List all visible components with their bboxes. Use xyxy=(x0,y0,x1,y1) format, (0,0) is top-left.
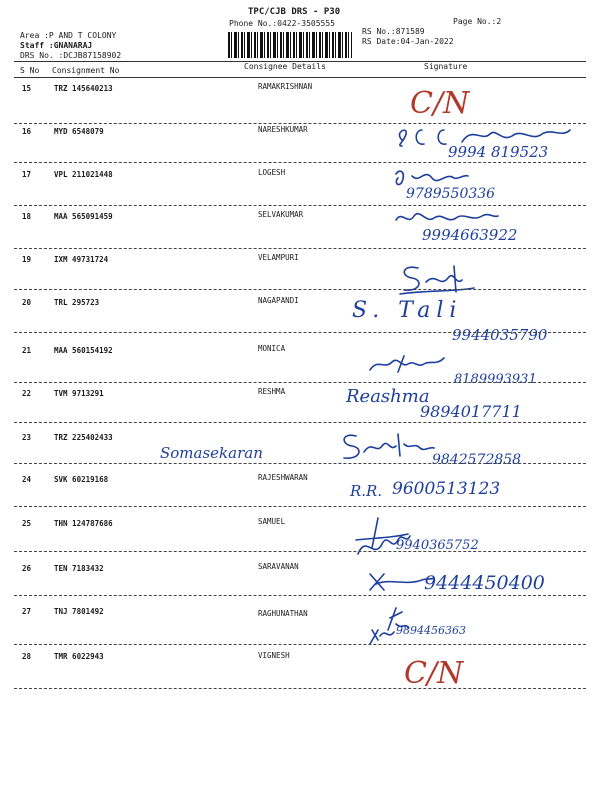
row-consignee: NAGAPANDI xyxy=(258,296,299,305)
signature-scribble xyxy=(396,262,476,298)
row-divider xyxy=(14,506,586,507)
row-consignment: MAA 565091459 xyxy=(54,212,113,221)
row-consignee: LOGESH xyxy=(258,168,286,177)
row-divider xyxy=(14,248,586,249)
phone-handwritten: 9894456363 xyxy=(396,624,466,637)
col-signature: Signature xyxy=(424,62,468,71)
row-consignment: SVK 60219168 xyxy=(54,475,109,484)
row-consignee: RESHMA xyxy=(258,387,286,396)
row-consignee: SAMUEL xyxy=(258,517,286,526)
cn-note: C/N xyxy=(404,656,464,691)
row-sno: 25 xyxy=(22,519,32,528)
row-divider xyxy=(14,162,586,163)
barcode-image xyxy=(228,32,352,58)
rs-number: RS No.:871589 xyxy=(362,27,425,36)
signature-scribble xyxy=(392,164,472,188)
row-divider xyxy=(14,644,586,645)
phone-handwritten: 9994 819523 xyxy=(448,143,549,161)
staff-label: Staff :GNANARAJ xyxy=(20,41,93,50)
row-divider xyxy=(14,332,586,333)
signature-scribble xyxy=(338,430,438,462)
row-sno: 17 xyxy=(22,170,32,179)
row-sno: 22 xyxy=(22,389,32,398)
row-consignment: TEN 7183432 xyxy=(54,564,104,573)
phone-handwritten: 8189993931 xyxy=(454,372,537,387)
row-consignee: SELVAKUMAR xyxy=(258,210,304,219)
phone-handwritten: 9789550336 xyxy=(406,186,496,202)
drs-title: TPC/CJB DRS - P30 xyxy=(248,7,341,17)
row-consignee: NARESHKUMAR xyxy=(258,125,308,134)
phone-handwritten: 9944035790 xyxy=(452,326,548,344)
signature-text: Reashma xyxy=(346,386,430,407)
row-sno: 26 xyxy=(22,564,32,573)
signature-scribble xyxy=(392,206,502,228)
row-consignment: TRZ 145640213 xyxy=(54,84,113,93)
row-divider xyxy=(14,422,586,423)
phone-handwritten: 9940365752 xyxy=(396,538,479,553)
row-consignment: MAA 560154192 xyxy=(54,346,113,355)
row-sno: 24 xyxy=(22,475,32,484)
rs-date: RS Date:04-Jan-2022 xyxy=(362,37,454,46)
row-consignment: THN 124787686 xyxy=(54,519,113,528)
row-consignment: TMR 6022943 xyxy=(54,652,104,661)
row-consignee: RAGHUNATHAN xyxy=(258,609,308,618)
cn-note: C/N xyxy=(410,86,470,121)
col-sno: S No xyxy=(20,66,40,75)
row-sno: 18 xyxy=(22,212,32,221)
row-consignee: VELAMPURI xyxy=(258,253,299,262)
row-consignee: VIGNESH xyxy=(258,651,290,660)
row-sno: 20 xyxy=(22,298,32,307)
row-divider xyxy=(14,595,586,596)
row-divider xyxy=(14,551,586,552)
phone-number: Phone No.:0422-3505555 xyxy=(229,19,335,28)
row-divider xyxy=(14,289,586,290)
row-sno: 16 xyxy=(22,127,32,136)
row-consignment: MYD 6548079 xyxy=(54,127,104,136)
phone-handwritten: 9894017711 xyxy=(420,402,522,421)
columns-divider xyxy=(14,77,586,78)
row-consignment: TVM 9713291 xyxy=(54,389,104,398)
row-sno: 19 xyxy=(22,255,32,264)
phone-handwritten: 9444450400 xyxy=(424,572,545,594)
row-consignment: IXM 49731724 xyxy=(54,255,109,264)
phone-handwritten: 9600513123 xyxy=(392,479,501,499)
row-consignment: TRZ 225402433 xyxy=(54,433,113,442)
col-consignment: Consignment No xyxy=(52,66,120,75)
phone-handwritten: 9994663922 xyxy=(422,226,518,244)
row-sno: 15 xyxy=(22,84,32,93)
row-divider xyxy=(14,463,586,464)
signature-text: S. Tali xyxy=(352,298,463,323)
row-consignment: VPL 211021448 xyxy=(54,170,113,179)
signature-text: R.R. xyxy=(350,482,383,500)
page-number: Page No.:2 xyxy=(453,17,502,26)
row-consignment: TNJ 7801492 xyxy=(54,607,104,616)
row-consignee: RAJESHWARAN xyxy=(258,473,308,482)
signature-scribble xyxy=(368,352,448,376)
row-consignee: SARAVANAN xyxy=(258,562,299,571)
row-consignment: TRL 295723 xyxy=(54,298,100,307)
row-consignee: MONICA xyxy=(258,344,286,353)
row-sno: 23 xyxy=(22,433,32,442)
area-label: Area :P AND T COLONY xyxy=(20,31,117,40)
row-sno: 28 xyxy=(22,652,32,661)
row-sno: 21 xyxy=(22,346,32,355)
row-consignee: RAMAKRISHNAN xyxy=(258,82,313,91)
row-divider xyxy=(14,688,586,689)
consignee-handwritten: Somasekaran xyxy=(160,444,263,462)
col-consignee: Consignee Details xyxy=(244,62,326,71)
row-sno: 27 xyxy=(22,607,32,616)
phone-handwritten: 9842572858 xyxy=(432,452,522,468)
row-divider xyxy=(14,382,586,383)
drs-number: DRS No. :DCJB87158902 xyxy=(20,51,122,60)
